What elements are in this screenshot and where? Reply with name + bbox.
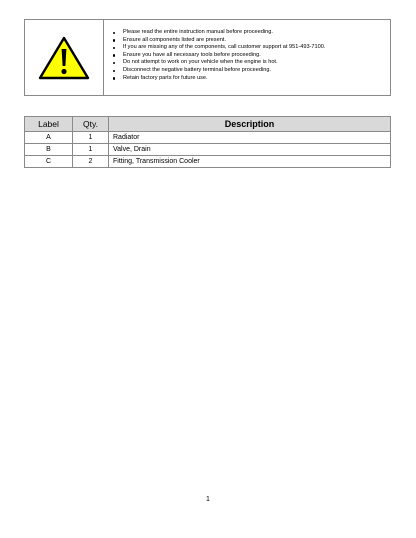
cell-label: A xyxy=(25,132,73,144)
warning-item: Ensure all components listed are present. xyxy=(110,37,384,45)
parts-table-header-row xyxy=(25,117,391,132)
header-label: Label xyxy=(25,117,73,132)
cell-qty: 2 xyxy=(73,156,109,168)
warning-list-cell xyxy=(104,20,390,95)
warning-item: If you are missing any of the components, call customer support at 951-493-7100. xyxy=(110,44,384,52)
parts-table xyxy=(24,116,391,168)
table-row xyxy=(25,144,391,156)
warning-item: Do not attempt to work on your vehicle when the engine is hot. xyxy=(110,59,384,67)
warning-item: Ensure you have all necessary tools before proceeding. xyxy=(110,52,384,60)
warning-box xyxy=(24,19,391,96)
warning-item: Please read the entire instruction manual before proceeding. xyxy=(110,29,384,37)
warning-item: Retain factory parts for future use. xyxy=(110,75,384,83)
cell-label: C xyxy=(25,156,73,168)
table-row xyxy=(25,132,391,144)
cell-description: Radiator xyxy=(109,132,391,144)
table-row xyxy=(25,156,391,168)
cell-description: Fitting, Transmission Cooler xyxy=(109,156,391,168)
cell-qty: 1 xyxy=(73,144,109,156)
warning-icon-cell xyxy=(25,20,104,95)
header-qty: Qty. xyxy=(73,117,109,132)
warning-list xyxy=(110,29,384,82)
warning-item: Disconnect the negative battery terminal before proceeding. xyxy=(110,67,384,75)
header-description: Description xyxy=(109,117,391,132)
cell-qty: 1 xyxy=(73,132,109,144)
page-number: 1 xyxy=(206,496,210,503)
cell-label: B xyxy=(25,144,73,156)
warning-triangle-icon xyxy=(37,34,91,82)
cell-description: Valve, Drain xyxy=(109,144,391,156)
